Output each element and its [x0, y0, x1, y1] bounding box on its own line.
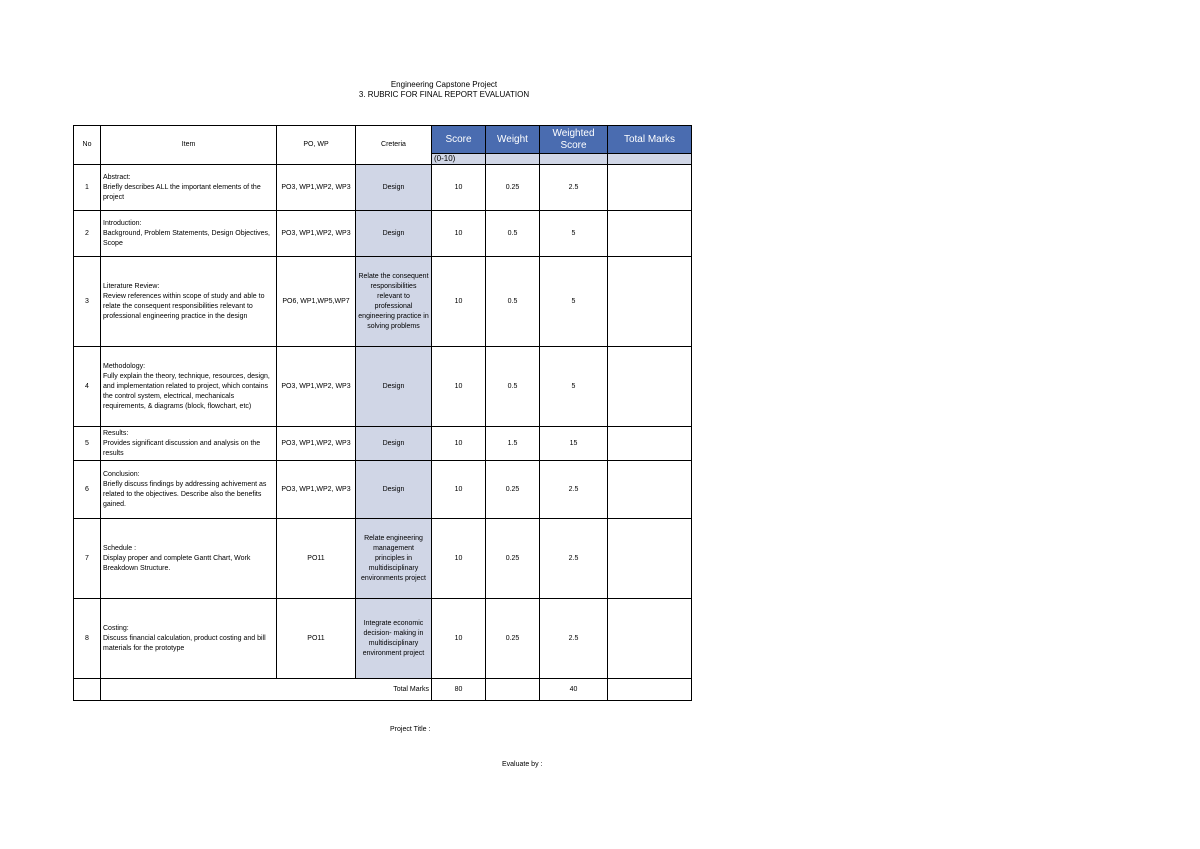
- item-title: Abstract:: [103, 173, 131, 181]
- item-description: Fully explain the theory, technique, resources, design, and implementation related to project, which contains the control system, electrical, mechanicals requirements, & diagrams (block, flowchart, etc): [103, 372, 270, 410]
- header-row: [74, 126, 692, 154]
- item-description: Provides significant discussion and analysis on the results: [103, 439, 261, 457]
- project-title-label: Project Title :: [390, 726, 431, 733]
- row-number: 7: [74, 519, 101, 599]
- row-weight: 0.5: [486, 347, 540, 427]
- row-score: 10: [432, 257, 486, 347]
- table-row: [74, 519, 692, 599]
- row-item: [101, 427, 277, 461]
- table-row: [74, 347, 692, 427]
- evaluate-by-label: Evaluate by :: [502, 761, 543, 768]
- table-row: [74, 211, 692, 257]
- item-title: Introduction:: [103, 219, 142, 227]
- rubric-title: 3. RUBRIC FOR FINAL REPORT EVALUATION: [358, 90, 530, 99]
- row-item: [101, 461, 277, 519]
- row-number: 3: [74, 257, 101, 347]
- subheader-weight-cell: [486, 154, 540, 165]
- row-item: [101, 519, 277, 599]
- row-total-marks: [608, 461, 692, 519]
- row-total-marks: [608, 165, 692, 211]
- totals-weight: [486, 679, 540, 701]
- row-po-wp: PO3, WP1,WP2, WP3: [277, 165, 356, 211]
- table-row: [74, 257, 692, 347]
- row-criteria: Design: [356, 211, 432, 257]
- row-number: 1: [74, 165, 101, 211]
- table-row: [74, 427, 692, 461]
- row-po-wp: PO11: [277, 519, 356, 599]
- table-row: [74, 165, 692, 211]
- row-score: 10: [432, 519, 486, 599]
- row-total-marks: [608, 257, 692, 347]
- row-item: [101, 257, 277, 347]
- row-score: 10: [432, 599, 486, 679]
- row-po-wp: PO3, WP1,WP2, WP3: [277, 211, 356, 257]
- totals-empty-cell: [74, 679, 101, 701]
- row-weighted-score: 2.5: [540, 519, 608, 599]
- row-total-marks: [608, 519, 692, 599]
- col-header-score: Score: [432, 126, 486, 154]
- totals-total-marks: [608, 679, 692, 701]
- row-score: 10: [432, 211, 486, 257]
- col-header-item: Item: [101, 126, 277, 165]
- row-total-marks: [608, 211, 692, 257]
- totals-score: 80: [432, 679, 486, 701]
- table-row: [74, 599, 692, 679]
- row-weighted-score: 15: [540, 427, 608, 461]
- item-description: Display proper and complete Gantt Chart, Work Breakdown Structure.: [103, 554, 251, 572]
- col-header-weighted-score: Weighted Score: [540, 126, 608, 154]
- row-weighted-score: 5: [540, 257, 608, 347]
- row-weighted-score: 2.5: [540, 461, 608, 519]
- row-criteria: Relate the consequent responsibilities relevant to professional engineering practice in solving problems: [356, 257, 432, 347]
- row-criteria: Integrate economic decision- making in multidisciplinary environment project: [356, 599, 432, 679]
- subheader-weighted-cell: [540, 154, 608, 165]
- row-po-wp: PO6, WP1,WP5,WP7: [277, 257, 356, 347]
- item-title: Literature Review:: [103, 282, 160, 290]
- col-header-weight: Weight: [486, 126, 540, 154]
- document-title: Engineering Capstone Project: [390, 80, 498, 89]
- item-title: Schedule :: [103, 544, 137, 552]
- item-description: Discuss financial calculation, product costing and bill materials for the prototype: [103, 634, 266, 652]
- row-number: 6: [74, 461, 101, 519]
- score-range-label: (0-10): [432, 154, 486, 165]
- totals-label: Total Marks: [101, 679, 432, 701]
- row-criteria: Design: [356, 347, 432, 427]
- row-total-marks: [608, 427, 692, 461]
- row-po-wp: PO3, WP1,WP2, WP3: [277, 347, 356, 427]
- row-score: 10: [432, 461, 486, 519]
- item-title: Costing:: [103, 624, 129, 632]
- row-weight: 0.5: [486, 257, 540, 347]
- row-score: 10: [432, 165, 486, 211]
- row-criteria: Design: [356, 165, 432, 211]
- row-weighted-score: 5: [540, 347, 608, 427]
- item-title: Methodology:: [103, 362, 146, 370]
- row-item: [101, 347, 277, 427]
- row-total-marks: [608, 347, 692, 427]
- item-title: Results:: [103, 429, 129, 437]
- row-number: 8: [74, 599, 101, 679]
- row-weighted-score: 2.5: [540, 599, 608, 679]
- row-number: 4: [74, 347, 101, 427]
- item-description: Background, Problem Statements, Design Objectives, Scope: [103, 229, 270, 247]
- row-total-marks: [608, 599, 692, 679]
- row-criteria: Design: [356, 427, 432, 461]
- row-criteria: Relate engineering management principles in multidisciplinary environments project: [356, 519, 432, 599]
- col-header-no: No: [74, 126, 101, 165]
- row-weighted-score: 2.5: [540, 165, 608, 211]
- row-score: 10: [432, 427, 486, 461]
- item-description: Review references within scope of study and able to relate the consequent responsibilities relevant to professional engineering practice in the design: [103, 292, 265, 320]
- totals-row: [74, 679, 692, 701]
- row-score: 10: [432, 347, 486, 427]
- subheader-total-cell: [608, 154, 692, 165]
- row-item: [101, 211, 277, 257]
- row-po-wp: PO3, WP1,WP2, WP3: [277, 427, 356, 461]
- totals-weighted-score: 40: [540, 679, 608, 701]
- row-weight: 0.25: [486, 599, 540, 679]
- row-weight: 1.5: [486, 427, 540, 461]
- row-weighted-score: 5: [540, 211, 608, 257]
- table-row: [74, 461, 692, 519]
- row-weight: 0.25: [486, 461, 540, 519]
- row-item: [101, 599, 277, 679]
- row-weight: 0.25: [486, 519, 540, 599]
- item-title: Conclusion:: [103, 470, 140, 478]
- row-criteria: Design: [356, 461, 432, 519]
- row-po-wp: PO11: [277, 599, 356, 679]
- row-number: 5: [74, 427, 101, 461]
- row-weight: 0.5: [486, 211, 540, 257]
- rubric-table: [73, 125, 692, 701]
- item-description: Briefly describes ALL the important elements of the project: [103, 183, 261, 201]
- item-description: Briefly discuss findings by addressing achivement as related to the objectives. Describe also the benefits gained.: [103, 480, 267, 508]
- row-number: 2: [74, 211, 101, 257]
- row-po-wp: PO3, WP1,WP2, WP3: [277, 461, 356, 519]
- col-header-criteria: Creteria: [356, 126, 432, 165]
- row-item: [101, 165, 277, 211]
- row-weight: 0.25: [486, 165, 540, 211]
- col-header-total-marks: Total Marks: [608, 126, 692, 154]
- col-header-po-wp: PO, WP: [277, 126, 356, 165]
